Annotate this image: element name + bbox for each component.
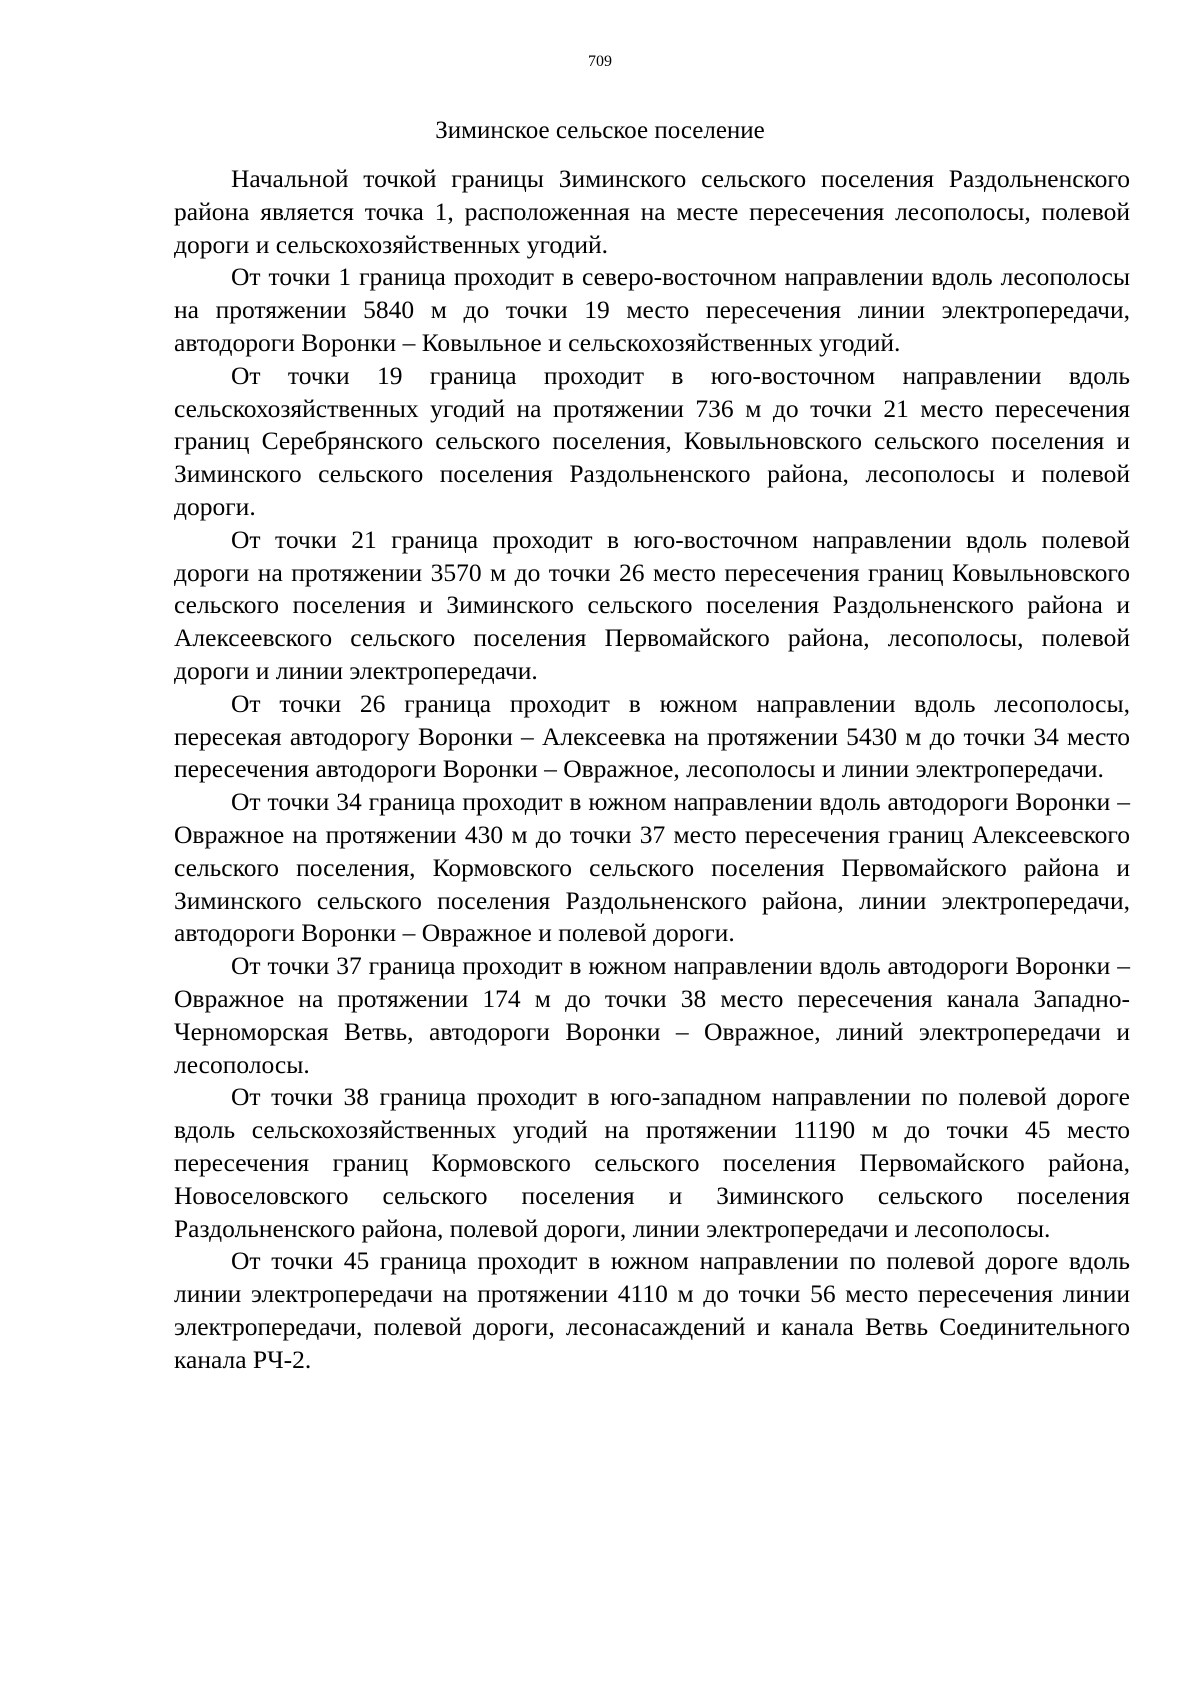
paragraph-4: От точки 21 граница проходит в юго-восточном направлении вдоль полевой дороги на протяжении 3570 м до точки 26 место пересечения границ Ковыльновского сельского поселения и Зиминского сельского поселения Раздольненского района и Алексеевского сельского поселения Первомайского района, лесополосы, полевой дороги и линии электропередачи.	[174, 524, 1130, 685]
page-title: Зиминское сельское поселение	[435, 117, 765, 144]
paragraph-5: От точки 26 граница проходит в южном направлении вдоль лесополосы, пересекая автодорогу Воронки – Алексеевка на протяжении 5430 м до точки 34 место пересечения автодороги Воронки – Овражное, лесополосы и линии электропередачи.	[174, 688, 1130, 784]
paragraph-6: От точки 34 граница проходит в южном направлении вдоль автодороги Воронки – Овражное на протяжении 430 м до точки 37 место пересечения границ Алексеевского сельского поселения, Кормовского сельского поселения Первомайского района и Зиминского сельского поселения Раздольненского района, линии электропередачи, автодороги Воронки – Овражное и полевой дороги.	[174, 787, 1130, 948]
paragraph-3: От точки 19 граница проходит в юго-восточном направлении вдоль сельскохозяйственных угодий на протяжении 736 м до точки 21 место пересечения границ Серебрянского сельского поселения, Ковыльновского сельского поселения и Зиминского сельского поселения Раздольненского района, лесополосы и полевой дороги.	[174, 360, 1130, 521]
page-number: 709	[588, 53, 612, 70]
paragraph-8: От точки 38 граница проходит в юго-западном направлении по полевой дороге вдоль сельскохозяйственных угодий на протяжении 11190 м до точки 45 место пересечения границ Кормовского сельского поселения Первомайского района, Новоселовского сельского поселения и Зиминского сельского поселения Раздольненского района, полевой дороги, линии электропередачи и лесополосы.	[174, 1082, 1130, 1243]
paragraph-7: От точки 37 граница проходит в южном направлении вдоль автодороги Воронки – Овражное на протяжении 174 м до точки 38 место пересечения канала Западно-Черноморская Ветвь, автодороги Воронки – Овражное, линий электропередачи и лесополосы.	[174, 951, 1130, 1079]
paragraph-2: От точки 1 граница проходит в северо-восточном направлении вдоль лесополосы на протяжении 5840 м до точки 19 место пересечения линии электропередачи, автодороги Воронки – Ковыльное и сельскохозяйственных угодий.	[174, 262, 1130, 357]
paragraph-1: Начальной точкой границы Зиминского сельского поселения Раздольненского района является точка 1, расположенная на месте пересечения лесополосы, полевой дороги и сельскохозяйственных угодий.	[174, 164, 1130, 259]
document-body	[174, 163, 1130, 1376]
paragraph-9: От точки 45 граница проходит в южном направлении по полевой дороге вдоль линии электропередачи на протяжении 4110 м до точки 56 место пересечения линии электропередачи, полевой дороги, лесонасаждений и канала Ветвь Соединительного канала РЧ-2.	[174, 1246, 1130, 1374]
